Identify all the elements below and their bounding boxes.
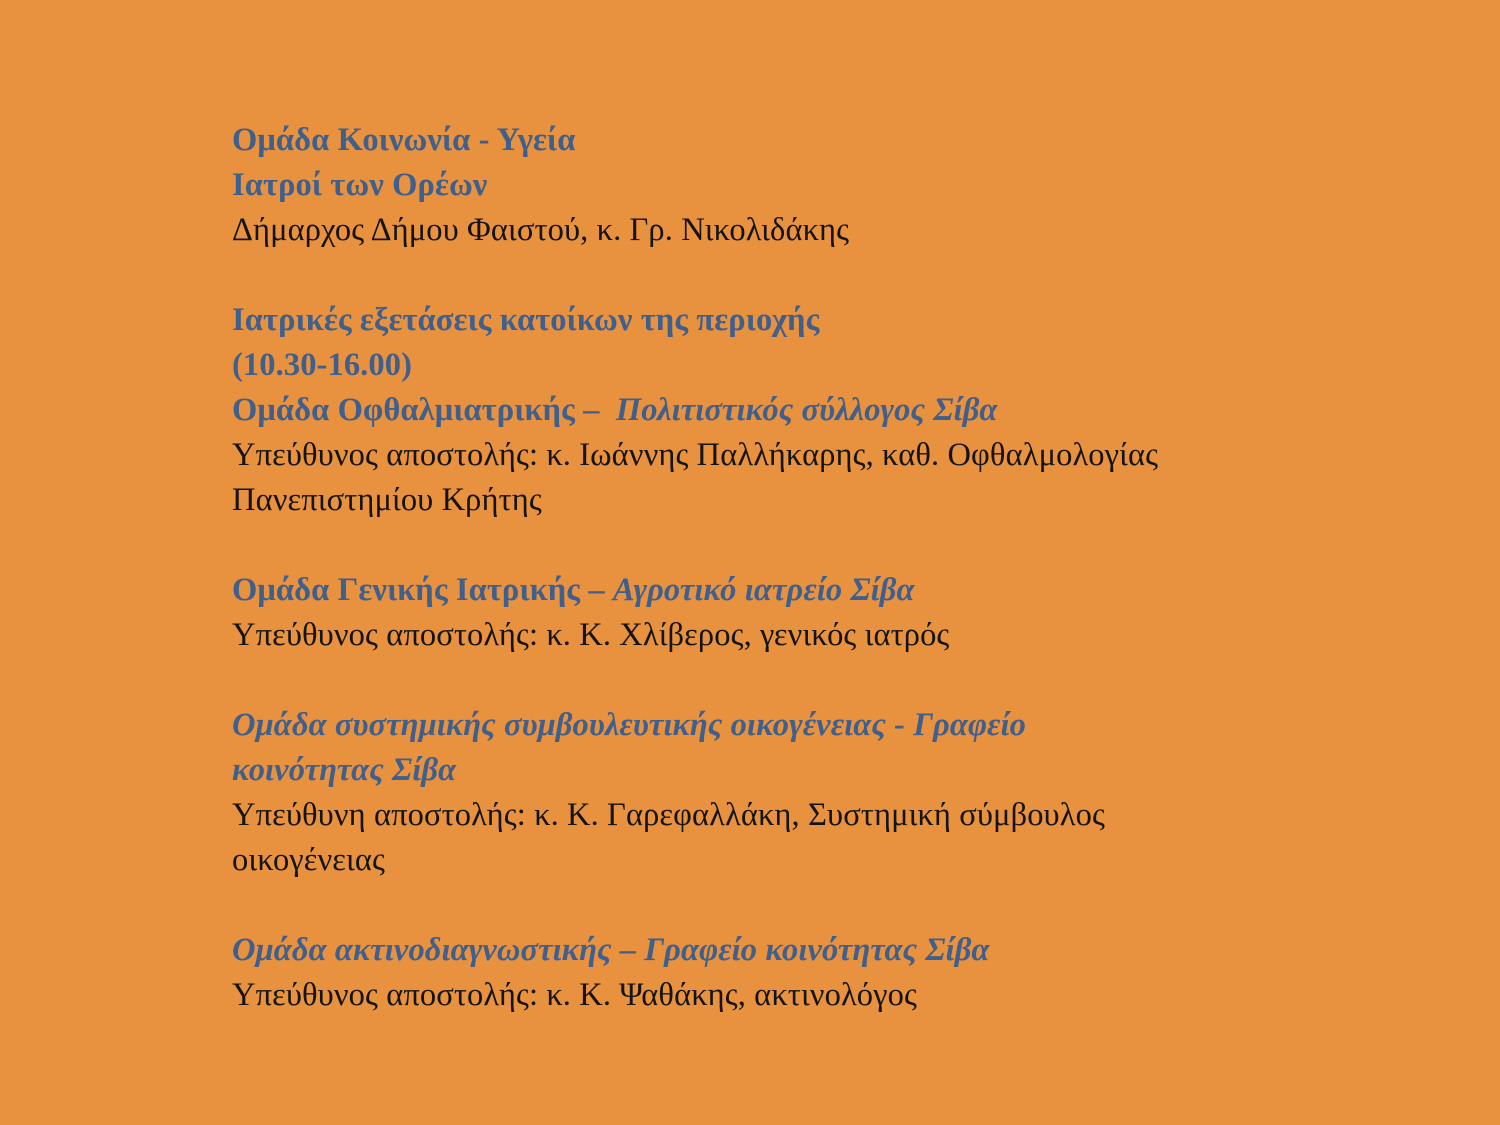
- heading-line: Ιατροί των Ορέων: [232, 167, 488, 203]
- block-spacer: [232, 658, 1342, 703]
- heading-line: κοινότητας Σίβα: [232, 752, 457, 788]
- heading-line: Ομάδα ακτινοδιαγνωστικής – Γραφείο κοινότητας Σίβα: [232, 932, 990, 968]
- heading-segment-italic: Αγροτικό ιατρείο Σίβα: [612, 572, 915, 608]
- text-block-family-counselling: [232, 703, 1342, 883]
- text-block-medical-exams: [232, 298, 1342, 523]
- body-line: Υπεύθυνη αποστολής: κ. Κ. Γαρεφαλλάκη, Συστημική σύμβουλος: [232, 797, 1105, 833]
- block-spacer: [232, 253, 1342, 298]
- heading-line: Ομάδα Κοινωνία - Υγεία: [232, 122, 576, 158]
- body-line: Υπεύθυνος αποστολής: κ. Κ. Ψαθάκης, ακτινολόγος: [232, 977, 917, 1013]
- heading-time-range: (10.30-16.00): [232, 347, 413, 383]
- body-line: Υπεύθυνος αποστολής: κ. Ιωάννης Παλλήκαρης, καθ. Οφθαλμολογίας: [232, 437, 1159, 473]
- body-line: οικογένειας: [232, 842, 385, 878]
- body-line: Πανεπιστημίου Κρήτης: [232, 482, 542, 518]
- text-block-society-health: [232, 118, 1342, 253]
- heading-line: Ομάδα συστημικής συμβουλευτικής οικογένειας - Γραφείο: [232, 707, 1026, 743]
- heading-segment-italic: Πολιτιστικός σύλλογος Σίβα: [607, 392, 998, 428]
- text-block-radiodiagnostics: [232, 928, 1342, 1018]
- body-line: Δήμαρχος Δήμου Φαιστού, κ. Γρ. Νικολιδάκης: [232, 212, 850, 248]
- heading-line-mixed: [232, 388, 1342, 433]
- heading-segment-upright: Ομάδα Γενικής Ιατρικής –: [232, 572, 613, 608]
- heading-segment-upright: Ομάδα Οφθαλμιατρικής –: [232, 392, 608, 428]
- block-spacer: [232, 883, 1342, 928]
- slide-text-body: [232, 118, 1342, 1018]
- heading-line-mixed: [232, 568, 1342, 613]
- block-spacer: [232, 523, 1342, 568]
- body-line: Υπεύθυνος αποστολής: κ. Κ. Χλίβερος, γενικός ιατρός: [232, 617, 950, 653]
- heading-line: Ιατρικές εξετάσεις κατοίκων της περιοχής: [232, 302, 820, 338]
- text-block-general-medicine: [232, 568, 1342, 658]
